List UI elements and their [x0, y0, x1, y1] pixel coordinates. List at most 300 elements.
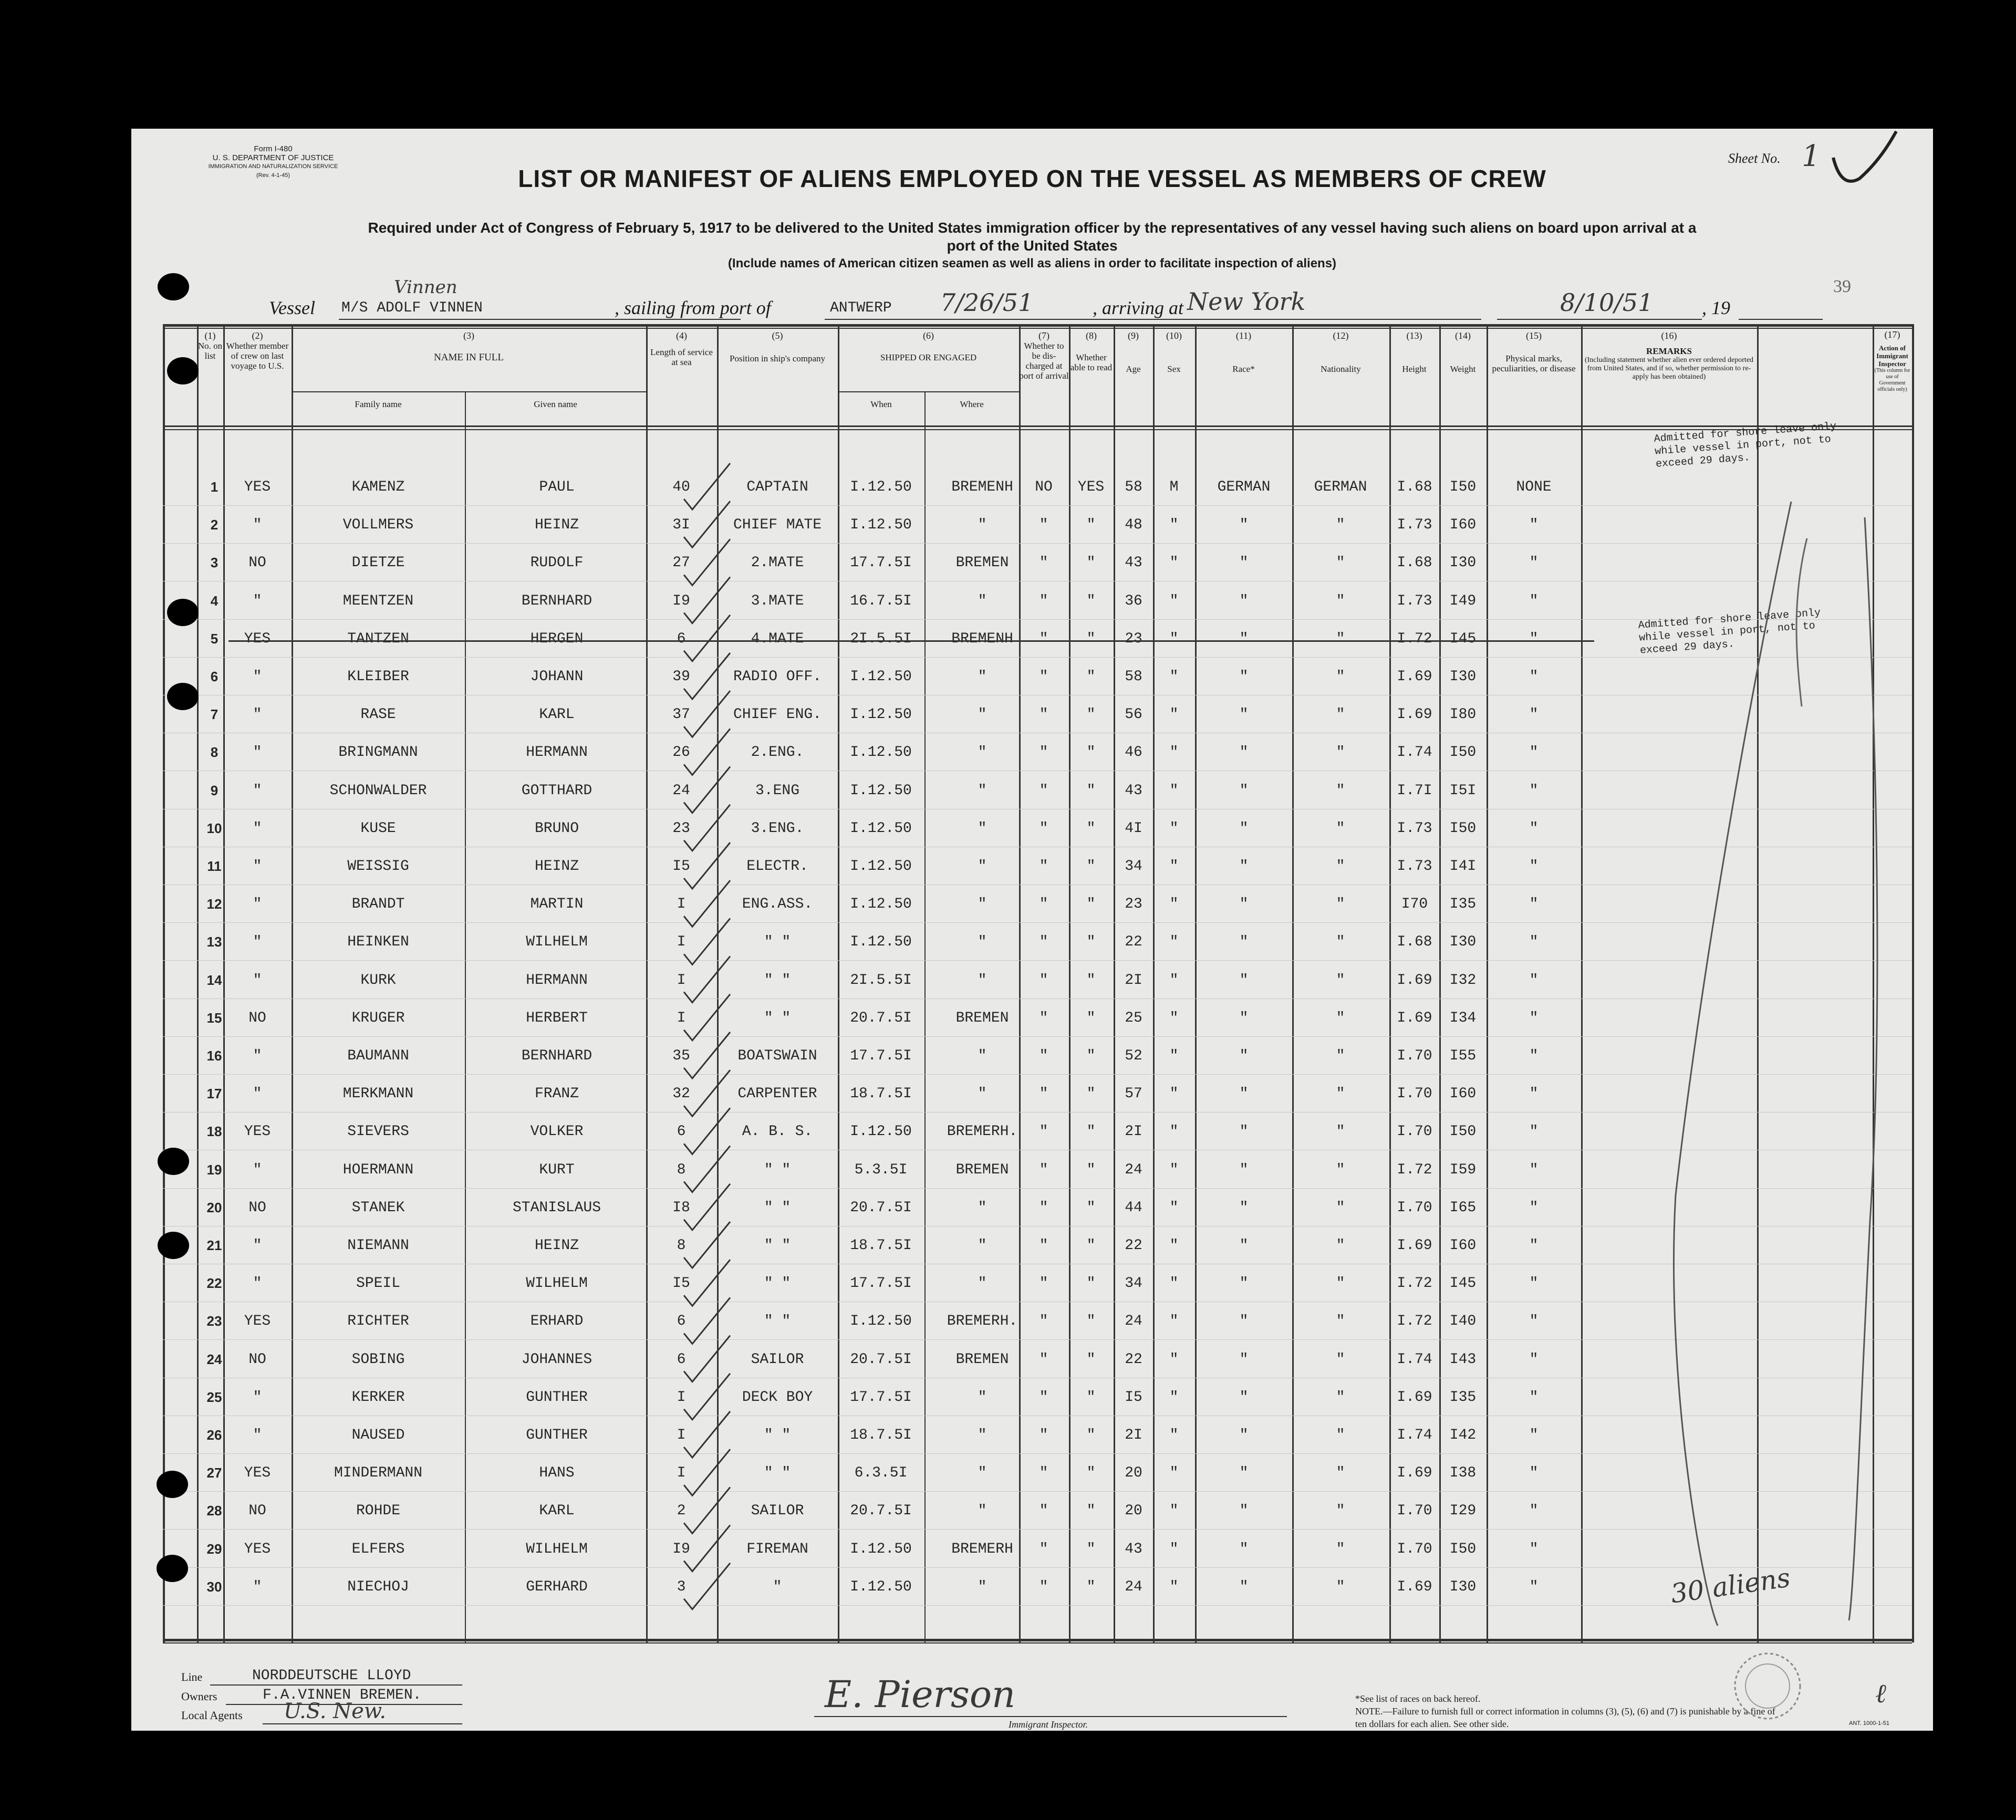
- cell-sex: M: [1169, 479, 1179, 495]
- header-col-2: (2) Whether member of crew on last voyage to U.S.: [226, 330, 289, 371]
- cell-shipped-where: BREMEN: [955, 555, 1009, 571]
- cell-shipped-when: 16.7.5I: [850, 592, 912, 609]
- cell-nationality: ": [1336, 972, 1345, 989]
- cell-nationality: ": [1336, 896, 1345, 913]
- cell-able-to-read: YES: [1077, 479, 1105, 495]
- cell-shipped-when: 17.7.5I: [850, 1048, 912, 1064]
- cell-given-name: GOTTHARD: [521, 782, 593, 799]
- cell-weight: I50: [1449, 1541, 1477, 1557]
- cell-given-name: JOHANNES: [521, 1351, 593, 1368]
- cell-shipped-where: ": [978, 517, 987, 534]
- cell-age: 48: [1125, 517, 1142, 534]
- cell-position: " ": [764, 934, 791, 951]
- cell-nationality: ": [1336, 517, 1345, 534]
- cell-position: " ": [764, 1427, 791, 1443]
- cell-given-name: FRANZ: [534, 1086, 579, 1103]
- cell-physical-marks: ": [1529, 517, 1539, 534]
- cell-shipped-where: ": [978, 858, 987, 875]
- cell-service-length: I: [677, 934, 686, 951]
- cell-family-name: VOLLMERS: [342, 517, 414, 534]
- cell-family-name: RICHTER: [347, 1313, 409, 1330]
- cell-race: ": [1239, 1313, 1249, 1330]
- cell-shipped-when: I.12.50: [850, 706, 912, 723]
- cell-height: I.69: [1397, 1237, 1432, 1254]
- cell-age: 23: [1125, 630, 1142, 647]
- cell-position: " ": [764, 1275, 791, 1292]
- cell-family-name: KAMENZ: [351, 479, 405, 495]
- tally-check: [684, 463, 730, 509]
- year-label: , 19: [1702, 297, 1730, 318]
- cell-race: ": [1239, 896, 1249, 913]
- cell-position: ": [773, 1578, 782, 1595]
- cell-family-name: KLEIBER: [347, 669, 409, 685]
- vessel-hand: Vinnen: [394, 277, 458, 298]
- cell-prev-voyage: ": [253, 669, 262, 685]
- cell-position: FIREMAN: [746, 1541, 808, 1557]
- cell-nationality: ": [1336, 858, 1345, 875]
- cell-service-length: I: [677, 1010, 686, 1026]
- cell-shipped-where: BREMERH: [951, 1541, 1013, 1557]
- header-col-9: (9) Age: [1126, 330, 1141, 374]
- cell-age: 58: [1125, 479, 1142, 495]
- header-col-10: (10) Sex: [1166, 330, 1182, 374]
- manifest-sheet: [131, 129, 1933, 1731]
- cell-weight: I30: [1449, 669, 1477, 685]
- cell-able-to-read: ": [1086, 630, 1096, 647]
- cell-discharged: ": [1039, 517, 1048, 534]
- cell-age: 23: [1125, 896, 1142, 913]
- cell-able-to-read: ": [1086, 1048, 1096, 1064]
- cell-height: I.72: [1397, 630, 1432, 647]
- cell-shipped-where: ": [978, 1389, 987, 1406]
- punch-hole: [167, 599, 199, 626]
- cell-position: " ": [764, 1313, 791, 1330]
- cell-position: BOATSWAIN: [737, 1048, 817, 1064]
- cell-prev-voyage: NO: [248, 1010, 266, 1026]
- cell-position: 2.ENG.: [751, 744, 804, 761]
- agents-value: U.S. New.: [284, 1699, 387, 1723]
- cell-row-number: 17: [206, 1086, 222, 1102]
- cell-prev-voyage: YES: [244, 479, 271, 495]
- cell-physical-marks: ": [1529, 669, 1539, 685]
- cell-prev-voyage: NO: [248, 1503, 266, 1520]
- header-col-11: (11) Race*: [1232, 330, 1255, 374]
- cell-service-length: I: [677, 972, 686, 989]
- cell-height: I.74: [1397, 1427, 1432, 1443]
- cell-able-to-read: ": [1086, 1351, 1096, 1368]
- cell-nationality: ": [1336, 1275, 1345, 1292]
- cell-given-name: GUNTHER: [526, 1427, 588, 1443]
- punch-hole: [167, 683, 199, 710]
- cell-shipped-where: ": [978, 1275, 987, 1292]
- header-col-15: (15) Physical marks, peculiarities, or disease: [1492, 330, 1576, 373]
- cell-shipped-where: ": [978, 1048, 987, 1064]
- cell-nationality: ": [1336, 1578, 1345, 1595]
- cell-physical-marks: ": [1529, 972, 1539, 989]
- cell-discharged: ": [1039, 1313, 1048, 1330]
- cell-family-name: NAUSED: [351, 1427, 405, 1443]
- cell-row-number: 4: [210, 592, 219, 609]
- cell-race: ": [1239, 972, 1249, 989]
- cell-family-name: DIETZE: [351, 555, 405, 571]
- cell-race: ": [1239, 1124, 1249, 1140]
- cell-given-name: JOHANN: [530, 669, 584, 685]
- cell-row-number: 6: [210, 669, 219, 684]
- cell-prev-voyage: ": [253, 1389, 262, 1406]
- cell-nationality: ": [1336, 630, 1345, 647]
- cell-prev-voyage: ": [253, 972, 262, 989]
- cell-nationality: ": [1336, 1503, 1345, 1520]
- cell-row-number: 11: [207, 858, 222, 874]
- cell-discharged: ": [1039, 934, 1048, 951]
- cell-sex: ": [1169, 896, 1179, 913]
- cell-race: ": [1239, 630, 1249, 647]
- cell-position: 3.ENG.: [751, 820, 804, 837]
- cell-prev-voyage: ": [253, 782, 262, 799]
- punch-hole: [158, 1232, 189, 1259]
- cell-shipped-when: 5.3.5I: [854, 1161, 908, 1178]
- cell-service-length: 6: [677, 630, 686, 647]
- cell-height: I.68: [1397, 479, 1432, 495]
- header-col-3: (3) NAME IN FULL: [434, 330, 504, 363]
- cell-nationality: ": [1336, 934, 1345, 951]
- cell-given-name: HEINZ: [534, 858, 579, 875]
- cell-service-length: I: [677, 1427, 686, 1443]
- cell-height: I.74: [1397, 1351, 1432, 1368]
- cell-weight: I30: [1449, 934, 1477, 951]
- cell-height: I.73: [1397, 858, 1432, 875]
- cell-race: ": [1239, 744, 1249, 761]
- cell-service-length: 24: [672, 782, 690, 799]
- cell-weight: I60: [1449, 1086, 1477, 1103]
- cell-row-number: 1: [210, 479, 219, 495]
- cell-race: ": [1239, 1161, 1249, 1178]
- cell-discharged: ": [1039, 1086, 1048, 1103]
- cell-shipped-when: I.12.50: [850, 934, 912, 951]
- sheet-number: 1: [1802, 139, 1821, 173]
- cell-prev-voyage: ": [253, 1161, 262, 1178]
- cell-able-to-read: ": [1086, 706, 1096, 723]
- cell-shipped-when: 2I.5.5I: [850, 630, 912, 647]
- cell-physical-marks: ": [1529, 1237, 1539, 1254]
- cell-discharged: ": [1039, 782, 1048, 799]
- cell-shipped-where: ": [978, 1237, 987, 1254]
- cell-able-to-read: ": [1086, 1313, 1096, 1330]
- cell-given-name: BERNHARD: [521, 592, 593, 609]
- cell-given-name: HEINZ: [534, 517, 579, 534]
- cell-position: 4.MATE: [751, 630, 804, 647]
- sheet-label: Sheet No.: [1728, 151, 1781, 166]
- cell-age: 43: [1125, 1541, 1142, 1557]
- cell-discharged: ": [1039, 630, 1048, 647]
- cell-able-to-read: ": [1086, 1010, 1096, 1026]
- cell-position: " ": [764, 1199, 791, 1216]
- cell-race: ": [1239, 706, 1249, 723]
- punch-hole: [167, 357, 199, 384]
- footer-notes: [1355, 1692, 1786, 1730]
- cell-age: 22: [1125, 1237, 1142, 1254]
- cell-age: 24: [1125, 1161, 1142, 1178]
- cell-height: I.69: [1397, 706, 1432, 723]
- cell-discharged: ": [1039, 592, 1048, 609]
- cell-height: I.69: [1397, 972, 1432, 989]
- cell-able-to-read: ": [1086, 896, 1096, 913]
- cell-age: I5: [1125, 1389, 1142, 1406]
- remarks-bracket-icon: [1634, 433, 1907, 1641]
- cell-row-number: 7: [210, 706, 219, 723]
- owners-label: Owners: [181, 1690, 217, 1703]
- cell-height: I.68: [1397, 934, 1432, 951]
- cell-shipped-when: I.12.50: [850, 1313, 912, 1330]
- print-code: ANT. 1000-1-51: [1849, 1720, 1890, 1727]
- cell-position: " ": [764, 1237, 791, 1254]
- remark-row-1: Admitted for shore leave only while vessel in port, not to exceed 29 days.: [1654, 420, 1837, 471]
- cell-row-number: 25: [206, 1389, 222, 1405]
- cell-age: 52: [1125, 1048, 1142, 1064]
- cell-position: SAILOR: [751, 1351, 804, 1368]
- cell-shipped-when: 18.7.5I: [850, 1427, 912, 1443]
- cell-sex: ": [1169, 1351, 1179, 1368]
- cell-family-name: SPEIL: [356, 1275, 400, 1292]
- cell-given-name: HERMANN: [526, 972, 588, 989]
- cell-discharged: ": [1039, 1199, 1048, 1216]
- cell-age: 34: [1125, 858, 1142, 875]
- cell-family-name: BRINGMANN: [338, 744, 418, 761]
- arrival-date: 8/10/51: [1560, 288, 1654, 317]
- cell-shipped-where: BREMERH.: [947, 1313, 1018, 1330]
- cell-service-length: I9: [672, 1541, 690, 1557]
- cell-service-length: I: [677, 1465, 686, 1482]
- cell-position: 3.MATE: [751, 592, 804, 609]
- cell-prev-voyage: ": [253, 517, 262, 534]
- cell-shipped-where: ": [978, 782, 987, 799]
- cell-weight: I29: [1449, 1503, 1477, 1520]
- cell-row-number: 30: [206, 1578, 222, 1595]
- cell-shipped-when: 17.7.5I: [850, 1275, 912, 1292]
- cell-height: I.72: [1397, 1313, 1432, 1330]
- cell-given-name: HANS: [539, 1465, 575, 1482]
- cell-able-to-read: ": [1086, 592, 1096, 609]
- cell-service-length: I: [677, 896, 686, 913]
- cell-age: 2I: [1125, 972, 1142, 989]
- cell-height: I.69: [1397, 1578, 1432, 1595]
- cell-family-name: STANEK: [351, 1199, 405, 1216]
- cell-service-length: 6: [677, 1124, 686, 1140]
- header-col-5: (5) Position in ship's company: [729, 330, 826, 363]
- cell-row-number: 16: [206, 1048, 222, 1064]
- cell-shipped-when: I.12.50: [850, 479, 912, 495]
- cell-row-number: 15: [206, 1010, 222, 1026]
- cell-position: CHIEF MATE: [733, 517, 822, 534]
- cell-service-length: 37: [672, 706, 690, 723]
- sailing-port: ANTWERP: [830, 300, 892, 316]
- cell-sex: ": [1169, 1048, 1179, 1064]
- cell-nationality: ": [1336, 669, 1345, 685]
- cell-shipped-when: I.12.50: [850, 858, 912, 875]
- cell-given-name: VOLKER: [530, 1124, 584, 1140]
- cell-shipped-where: ": [978, 669, 987, 685]
- cell-age: 56: [1125, 706, 1142, 723]
- cell-sex: ": [1169, 858, 1179, 875]
- cell-race: ": [1239, 1237, 1249, 1254]
- cell-shipped-where: ": [978, 820, 987, 837]
- cell-position: " ": [764, 1465, 791, 1482]
- remark-total: 30 aliens: [1669, 1562, 1792, 1609]
- cell-service-length: 35: [672, 1048, 690, 1064]
- cell-sex: ": [1169, 1161, 1179, 1178]
- cell-able-to-read: ": [1086, 934, 1096, 951]
- cell-age: 2I: [1125, 1124, 1142, 1140]
- cell-given-name: WILHELM: [526, 1541, 588, 1557]
- cell-height: I.69: [1397, 1389, 1432, 1406]
- cell-nationality: ": [1336, 1161, 1345, 1178]
- cell-given-name: WILHELM: [526, 934, 588, 951]
- cell-weight: I35: [1449, 896, 1477, 913]
- cell-sex: ": [1169, 1124, 1179, 1140]
- cell-sex: ": [1169, 1578, 1179, 1595]
- cell-physical-marks: ": [1529, 1048, 1539, 1064]
- cell-given-name: HERBERT: [526, 1010, 588, 1026]
- cell-able-to-read: ": [1086, 1389, 1096, 1406]
- cell-shipped-where: BREMEN: [955, 1161, 1009, 1178]
- form-number: Form I-480: [254, 144, 293, 153]
- cell-discharged: ": [1039, 1465, 1048, 1482]
- cell-given-name: HEINZ: [534, 1237, 579, 1254]
- cell-family-name: BRANDT: [351, 896, 405, 913]
- cell-sex: ": [1169, 744, 1179, 761]
- line-label: Line: [181, 1670, 203, 1683]
- cell-race: ": [1239, 1389, 1249, 1406]
- cell-prev-voyage: ": [253, 858, 262, 875]
- cell-height: I.70: [1397, 1199, 1432, 1216]
- cell-prev-voyage: YES: [244, 1465, 271, 1482]
- cell-given-name: BERNHARD: [521, 1048, 593, 1064]
- cell-height: I70: [1401, 896, 1428, 913]
- cell-given-name: HERGEN: [530, 630, 584, 647]
- cell-position: 2.MATE: [751, 555, 804, 571]
- cell-sex: ": [1169, 1010, 1179, 1026]
- cell-nationality: ": [1336, 1124, 1345, 1140]
- cell-age: 20: [1125, 1503, 1142, 1520]
- cell-height: I.69: [1397, 1465, 1432, 1482]
- cell-race: ": [1239, 934, 1249, 951]
- cell-shipped-when: 6.3.5I: [854, 1465, 908, 1482]
- cell-weight: I38: [1449, 1465, 1477, 1482]
- subtitle-line-1: Required under Act of Congress of February 5, 1917 to be delivered to the United States immigration officer by the representatives of any vessel having such aliens on board upon arrival at a: [368, 220, 1697, 236]
- cell-nationality: ": [1336, 1237, 1345, 1254]
- cell-physical-marks: ": [1529, 1351, 1539, 1368]
- cell-given-name: WILHELM: [526, 1275, 588, 1292]
- cell-given-name: GUNTHER: [526, 1389, 588, 1406]
- cell-race: ": [1239, 1199, 1249, 1216]
- cell-height: I.70: [1397, 1086, 1432, 1103]
- cell-position: SAILOR: [751, 1503, 804, 1520]
- cell-shipped-when: I.12.50: [850, 820, 912, 837]
- cell-race: ": [1239, 1427, 1249, 1443]
- cell-service-length: I5: [672, 1275, 690, 1292]
- cell-discharged: ": [1039, 1010, 1048, 1026]
- cell-physical-marks: ": [1529, 1086, 1539, 1103]
- strike-through-line: [228, 640, 1594, 642]
- cell-shipped-where: BREMENH: [951, 630, 1013, 647]
- cell-age: 24: [1125, 1313, 1142, 1330]
- cell-row-number: 18: [206, 1124, 222, 1140]
- cell-age: 24: [1125, 1578, 1142, 1595]
- cell-shipped-where: ": [978, 934, 987, 951]
- cell-shipped-when: 17.7.5I: [850, 1389, 912, 1406]
- cell-age: 2I: [1125, 1427, 1142, 1443]
- cell-discharged: ": [1039, 1503, 1048, 1520]
- cell-shipped-when: 20.7.5I: [850, 1503, 912, 1520]
- cell-race: GERMAN: [1217, 479, 1271, 495]
- cell-age: 34: [1125, 1275, 1142, 1292]
- cell-prev-voyage: ": [253, 592, 262, 609]
- cell-able-to-read: ": [1086, 1541, 1096, 1557]
- cell-position: " ": [764, 1010, 791, 1026]
- cell-shipped-where: ": [978, 744, 987, 761]
- cell-shipped-where: ": [978, 1465, 987, 1482]
- cell-sex: ": [1169, 517, 1179, 534]
- cell-shipped-where: BREMEN: [955, 1010, 1009, 1026]
- cell-shipped-when: I.12.50: [850, 517, 912, 534]
- cell-discharged: ": [1039, 1427, 1048, 1443]
- cell-weight: I60: [1449, 1237, 1477, 1254]
- cell-service-length: 23: [672, 820, 690, 837]
- cell-prev-voyage: ": [253, 1578, 262, 1595]
- header-col-1: (1) No. on list: [198, 330, 223, 361]
- penalty-note: NOTE.—Failure to furnish full or correct information in columns (3), (5), (6) and (7) is punishable by a fine of ten dollars for each alien. See other side.: [1355, 1706, 1775, 1729]
- punch-hole: [158, 273, 189, 300]
- cell-row-number: 10: [206, 820, 222, 836]
- cell-nationality: ": [1336, 1199, 1345, 1216]
- cell-height: I.72: [1397, 1275, 1432, 1292]
- cell-row-number: 24: [206, 1351, 222, 1367]
- cell-prev-voyage: NO: [248, 555, 266, 571]
- cell-row-number: 14: [206, 972, 222, 988]
- cell-sex: ": [1169, 555, 1179, 571]
- cell-nationality: ": [1336, 555, 1345, 571]
- cell-able-to-read: ": [1086, 1161, 1096, 1178]
- cell-race: ": [1239, 1465, 1249, 1482]
- cell-physical-marks: ": [1529, 1578, 1539, 1595]
- cell-age: 44: [1125, 1199, 1142, 1216]
- cell-shipped-where: ": [978, 1086, 987, 1103]
- cell-sex: ": [1169, 1427, 1179, 1443]
- cell-sex: ": [1169, 820, 1179, 837]
- header-where: Where: [960, 399, 984, 409]
- initial-mark: ℓ: [1875, 1678, 1886, 1709]
- cell-prev-voyage: ": [253, 1237, 262, 1254]
- cell-race: ": [1239, 1351, 1249, 1368]
- cell-physical-marks: ": [1529, 630, 1539, 647]
- cell-service-length: 8: [677, 1161, 686, 1178]
- cell-shipped-where: ": [978, 1503, 987, 1520]
- inspection-stamp-icon: [1723, 1647, 1812, 1725]
- cell-nationality: ": [1336, 1541, 1345, 1557]
- cell-family-name: SCHONWALDER: [329, 782, 427, 799]
- cell-height: I.72: [1397, 1161, 1432, 1178]
- cell-able-to-read: ": [1086, 744, 1096, 761]
- cell-sex: ": [1169, 934, 1179, 951]
- cell-position: CAPTAIN: [746, 479, 808, 495]
- cell-service-length: 2: [677, 1503, 686, 1520]
- header-col-4: (4) Length of service at sea: [650, 330, 713, 367]
- cell-row-number: 5: [210, 630, 219, 647]
- cell-physical-marks: ": [1529, 1389, 1539, 1406]
- inspector-signature: E. Pierson: [825, 1673, 1016, 1716]
- cell-height: I.70: [1397, 1503, 1432, 1520]
- cell-service-length: I9: [672, 592, 690, 609]
